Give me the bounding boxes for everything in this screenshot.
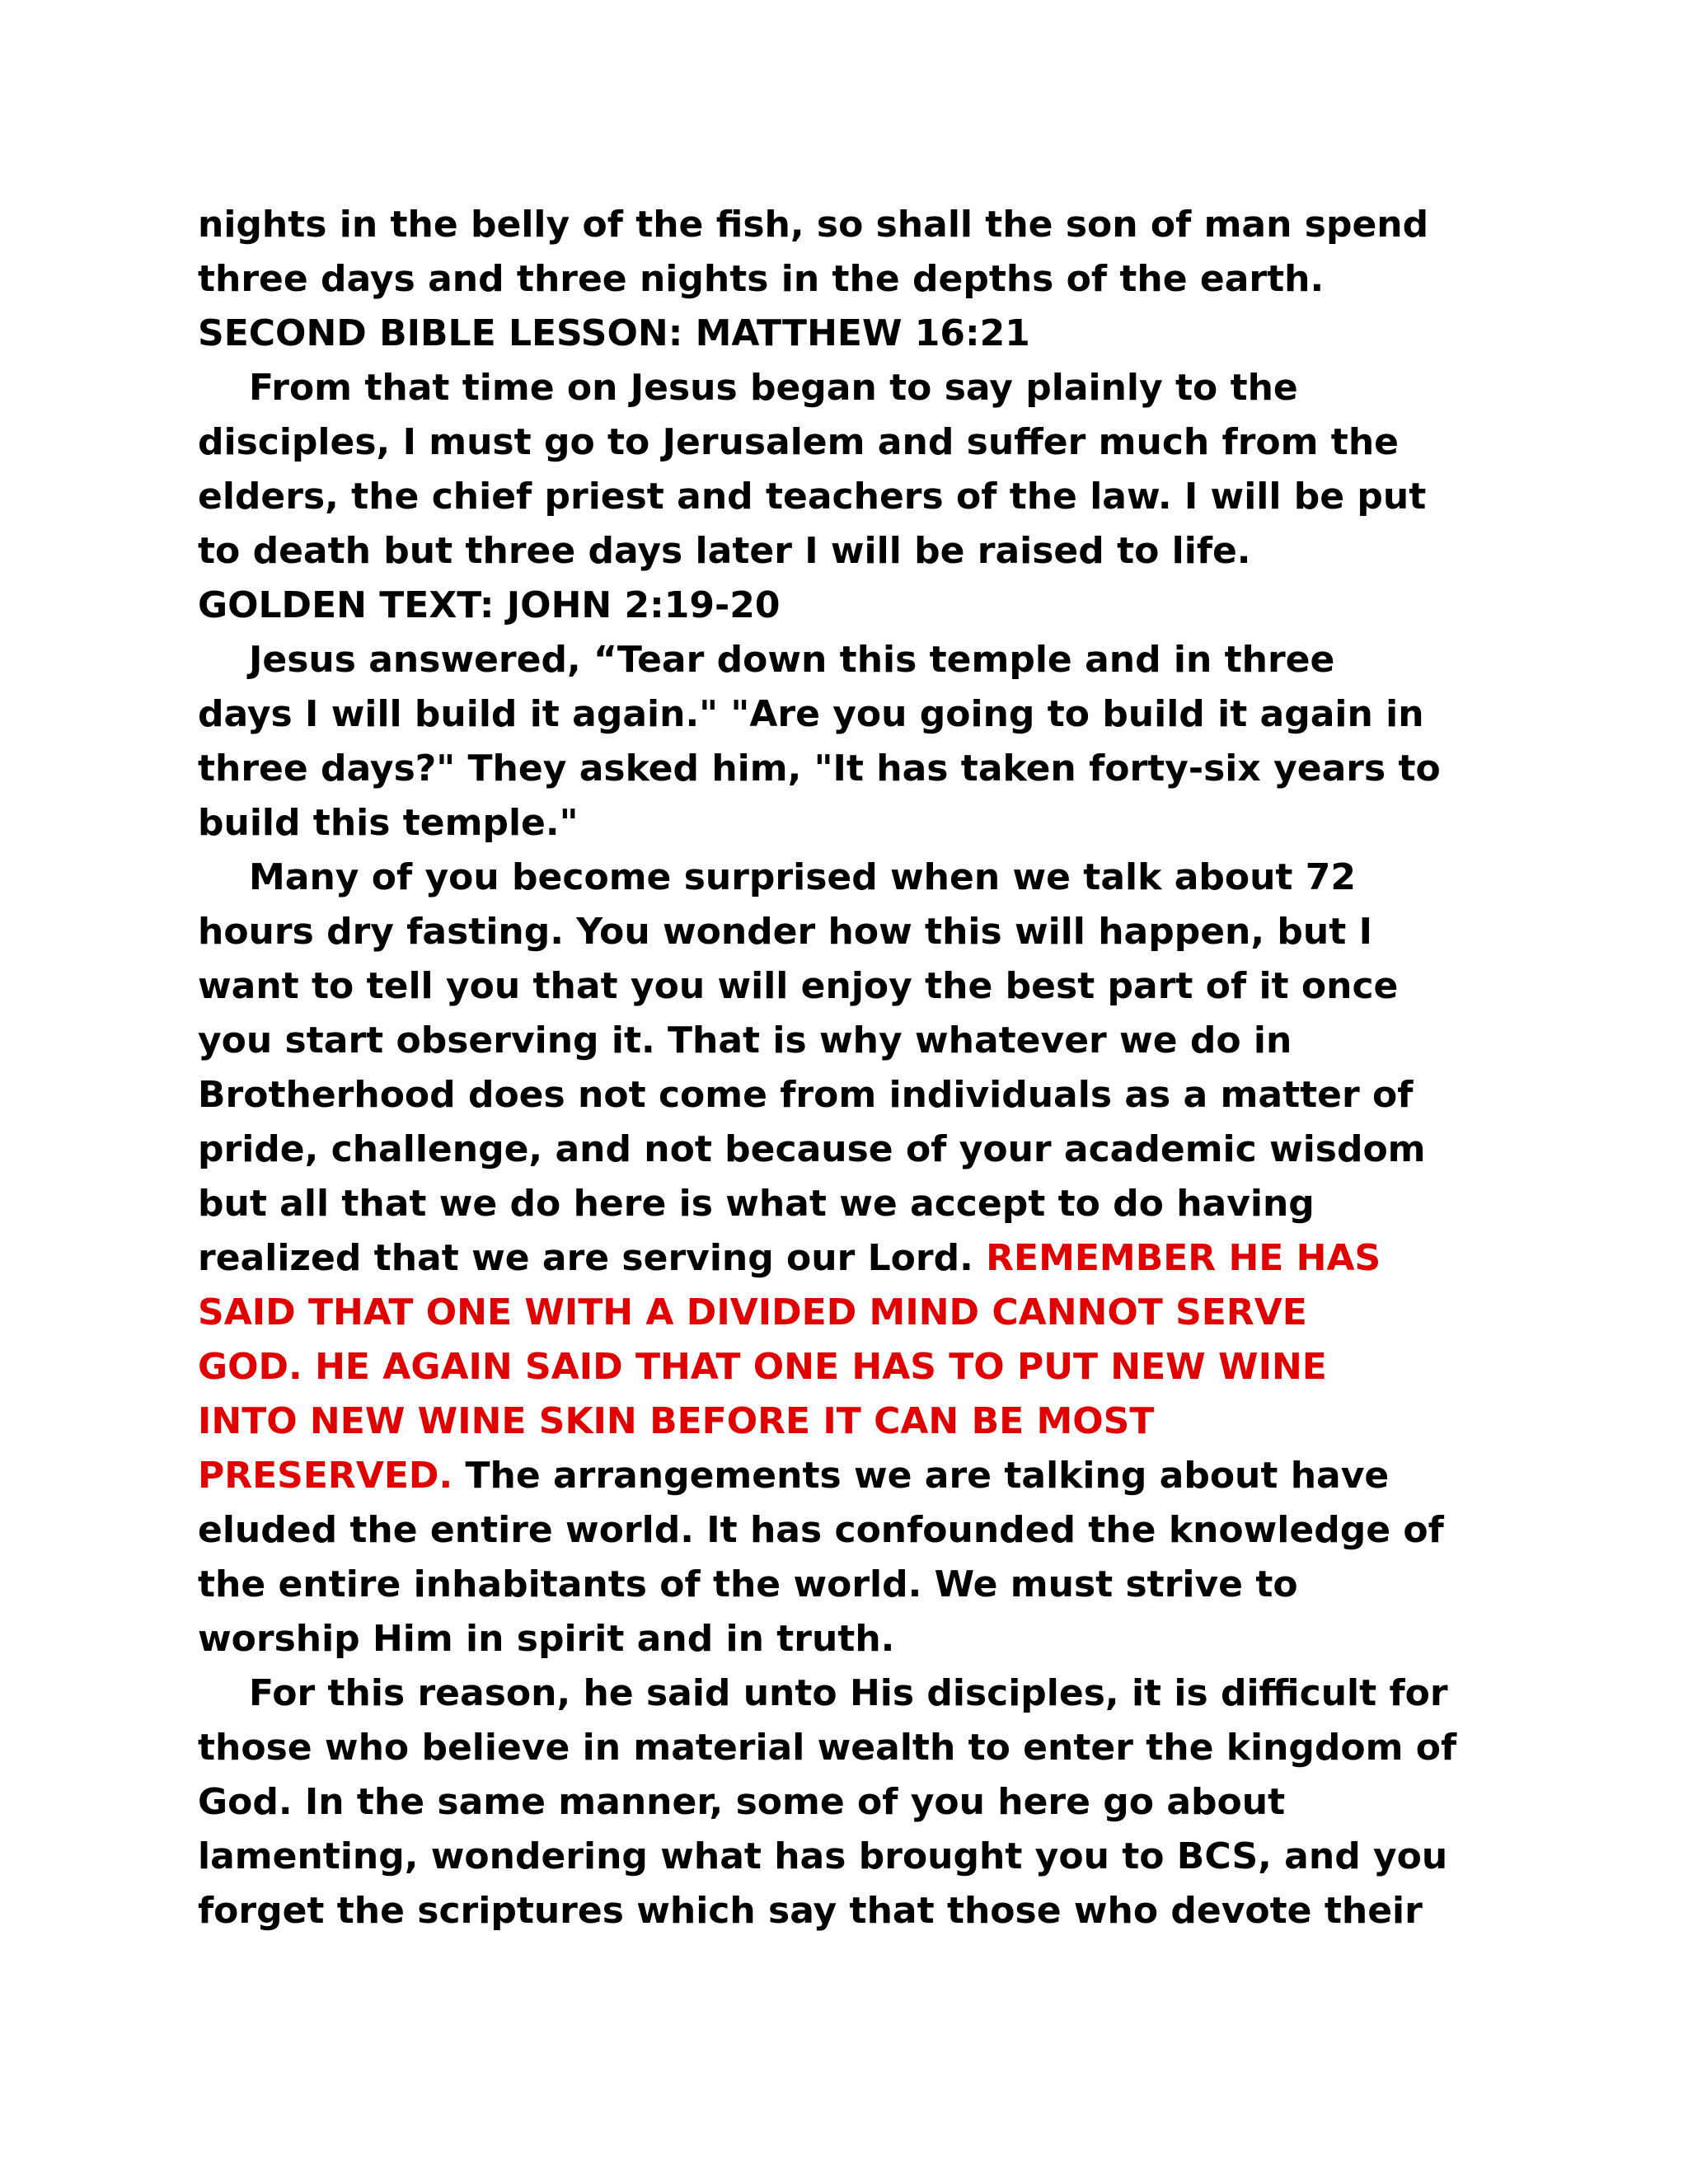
- text-line: [198, 1612, 1517, 1666]
- text-line: [198, 307, 1517, 361]
- text-line: [198, 851, 1517, 905]
- body-text: those who believe in material wealth to enter the kingdom of: [198, 1727, 1457, 1769]
- body-text: you start observing it. That is why whatever we do in: [198, 1019, 1292, 1062]
- body-text: three days?" They asked him, "It has taken forty-six years to: [198, 748, 1441, 790]
- emphasis-text: SAID THAT ONE WITH A DIVIDED MIND CANNOT SERVE: [198, 1291, 1307, 1333]
- body-text: to death but three days later I will be raised to life.: [198, 530, 1251, 572]
- emphasis-text: REMEMBER HE HAS: [986, 1237, 1381, 1279]
- body-text: GOLDEN TEXT: JOHN 2:19-20: [198, 584, 781, 626]
- text-line: [198, 905, 1517, 959]
- body-text: From that time on Jesus began to say plainly to the: [249, 367, 1298, 409]
- body-text: worship Him in spirit and in truth.: [198, 1618, 895, 1660]
- text-line: [198, 1775, 1517, 1830]
- body-text: days I will build it again." "Are you going to build it again in: [198, 693, 1424, 735]
- text-line: [198, 1721, 1517, 1775]
- text-line: [198, 1830, 1517, 1884]
- text-line: [198, 687, 1517, 742]
- text-line: [198, 1068, 1517, 1122]
- emphasis-text: PRESERVED.: [198, 1455, 453, 1497]
- text-line: [198, 1340, 1517, 1394]
- body-text: the entire inhabitants of the world. We must strive to: [198, 1563, 1298, 1605]
- text-line: [198, 1286, 1517, 1340]
- body-text: For this reason, he said unto His disciples, it is difficult for: [249, 1672, 1448, 1714]
- body-text: build this temple.": [198, 802, 579, 844]
- text-line: [198, 1449, 1517, 1503]
- body-text: pride, challenge, and not because of your academic wisdom: [198, 1128, 1426, 1170]
- body-text: but all that we do here is what we accept to do having: [198, 1183, 1315, 1225]
- emphasis-text: GOD. HE AGAIN SAID THAT ONE HAS TO PUT NEW WINE: [198, 1346, 1327, 1388]
- text-line: [198, 579, 1517, 633]
- text-line: [198, 1666, 1517, 1721]
- emphasis-text: INTO NEW WINE SKIN BEFORE IT CAN BE MOST: [198, 1400, 1155, 1442]
- body-text: hours dry fasting. You wonder how this will happen, but I: [198, 911, 1372, 953]
- body-text: Brotherhood does not come from individuals as a matter of: [198, 1074, 1414, 1116]
- text-line: [198, 1884, 1517, 1938]
- text-line: [198, 796, 1517, 851]
- text-line: [198, 470, 1517, 524]
- body-text: Many of you become surprised when we talk about 72: [249, 856, 1357, 898]
- body-text: disciples, I must go to Jerusalem and suffer much from the: [198, 421, 1399, 463]
- body-text: want to tell you that you will enjoy the best part of it once: [198, 965, 1399, 1007]
- text-line: [198, 198, 1517, 252]
- text-line: [198, 1558, 1517, 1612]
- body-text: forget the scriptures which say that those who devote their: [198, 1890, 1423, 1932]
- text-line: [198, 361, 1517, 415]
- body-text: three days and three nights in the depths of the earth.: [198, 258, 1325, 300]
- body-text: God. In the same manner, some of you here go about: [198, 1781, 1286, 1823]
- text-line: [198, 1122, 1517, 1177]
- body-text: The arrangements we are talking about have: [452, 1455, 1390, 1497]
- text-line: [198, 1394, 1517, 1449]
- body-text: elders, the chief priest and teachers of the law. I will be put: [198, 476, 1427, 518]
- body-text: Jesus answered, “Tear down this temple and in three: [249, 639, 1335, 681]
- text-line: [198, 524, 1517, 579]
- body-text: SECOND BIBLE LESSON: MATTHEW 16:21: [198, 312, 1030, 354]
- text-line: [198, 415, 1517, 470]
- body-text: lamenting, wondering what has brought you to BCS, and you: [198, 1835, 1448, 1877]
- text-line: [198, 742, 1517, 796]
- text-line: [198, 252, 1517, 307]
- text-line: [198, 1014, 1517, 1068]
- document-page: [198, 198, 1517, 1938]
- text-line: [198, 959, 1517, 1014]
- body-text: realized that we are serving our Lord.: [198, 1237, 987, 1279]
- body-text: nights in the belly of the fish, so shall the son of man spend: [198, 204, 1429, 246]
- body-text: eluded the entire world. It has confounded the knowledge of: [198, 1509, 1444, 1551]
- text-line: [198, 1177, 1517, 1231]
- text-line: [198, 1503, 1517, 1558]
- text-line: [198, 633, 1517, 687]
- text-line: [198, 1231, 1517, 1286]
